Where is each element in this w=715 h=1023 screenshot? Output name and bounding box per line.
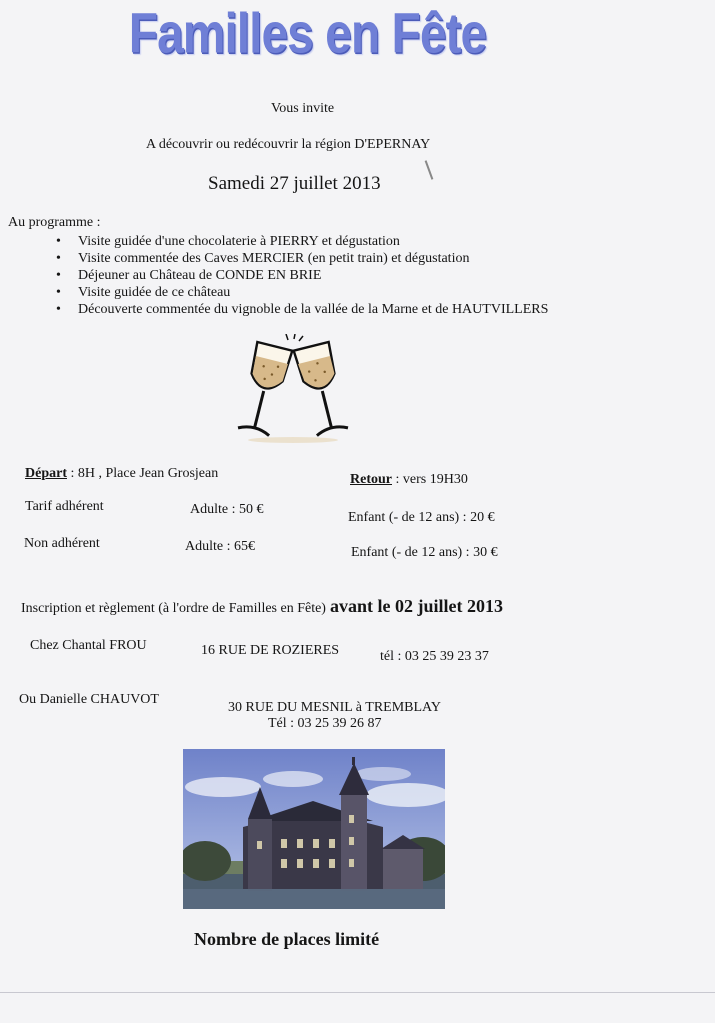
member-label: Tarif adhérent bbox=[25, 499, 104, 514]
program-heading: Au programme : bbox=[8, 215, 101, 230]
member-adult-price: Adulte : 50 € bbox=[190, 502, 264, 517]
closing-note: Nombre de places limité bbox=[194, 929, 380, 949]
champagne-glasses-icon bbox=[228, 334, 358, 446]
program-list bbox=[56, 234, 548, 319]
contact-name: Chez Chantal FROU bbox=[30, 638, 147, 653]
departure-label: Départ bbox=[25, 466, 67, 481]
castle-photo bbox=[183, 749, 445, 909]
nonmember-label: Non adhérent bbox=[24, 536, 100, 551]
return-label: Retour bbox=[350, 472, 392, 487]
registration-line bbox=[21, 596, 503, 617]
departure-value: : 8H , Place Jean Grosjean bbox=[67, 466, 219, 481]
program-item: • Visite guidée d'une chocolaterie à PIERRY et dégustation bbox=[56, 234, 548, 249]
page-title: Familles en Fête bbox=[128, 3, 487, 66]
program-item: • Visite commentée des Caves MERCIER (en petit train) et dégustation bbox=[56, 251, 548, 266]
event-date: Samedi 27 juillet 2013 bbox=[208, 173, 381, 194]
contact-address: 30 RUE DU MESNIL à TREMBLAY bbox=[228, 700, 441, 715]
program-item: • Visite guidée de ce château bbox=[56, 285, 548, 300]
contact-name: Ou Danielle CHAUVOT bbox=[19, 692, 159, 707]
member-child-price: Enfant (- de 12 ans) : 20 € bbox=[348, 510, 495, 525]
return-value: : vers 19H30 bbox=[392, 472, 468, 487]
program-item: • Déjeuner au Château de CONDE EN BRIE bbox=[56, 268, 548, 283]
nonmember-adult-price: Adulte : 65€ bbox=[185, 539, 255, 554]
departure-info bbox=[25, 466, 218, 482]
nonmember-child-price: Enfant (- de 12 ans) : 30 € bbox=[351, 545, 498, 560]
program-item: • Découverte commentée du vignoble de la vallée de la Marne et de HAUTVILLERS bbox=[56, 302, 548, 317]
contact-phone: tél : 03 25 39 23 37 bbox=[380, 649, 489, 664]
contact-address: 16 RUE DE ROZIERES bbox=[201, 643, 340, 658]
discover-line: A découvrir ou redécouvrir la région D'EPERNAY bbox=[146, 137, 431, 152]
return-info bbox=[350, 472, 468, 488]
registration-text: Inscription et règlement (à l'ordre de Familles en Fête) bbox=[21, 601, 326, 616]
registration-deadline: avant le 02 juillet 2013 bbox=[329, 596, 503, 616]
contact-phone: Tél : 03 25 39 26 87 bbox=[268, 716, 382, 731]
invite-line: Vous invite bbox=[271, 101, 335, 116]
page-divider bbox=[0, 992, 715, 993]
